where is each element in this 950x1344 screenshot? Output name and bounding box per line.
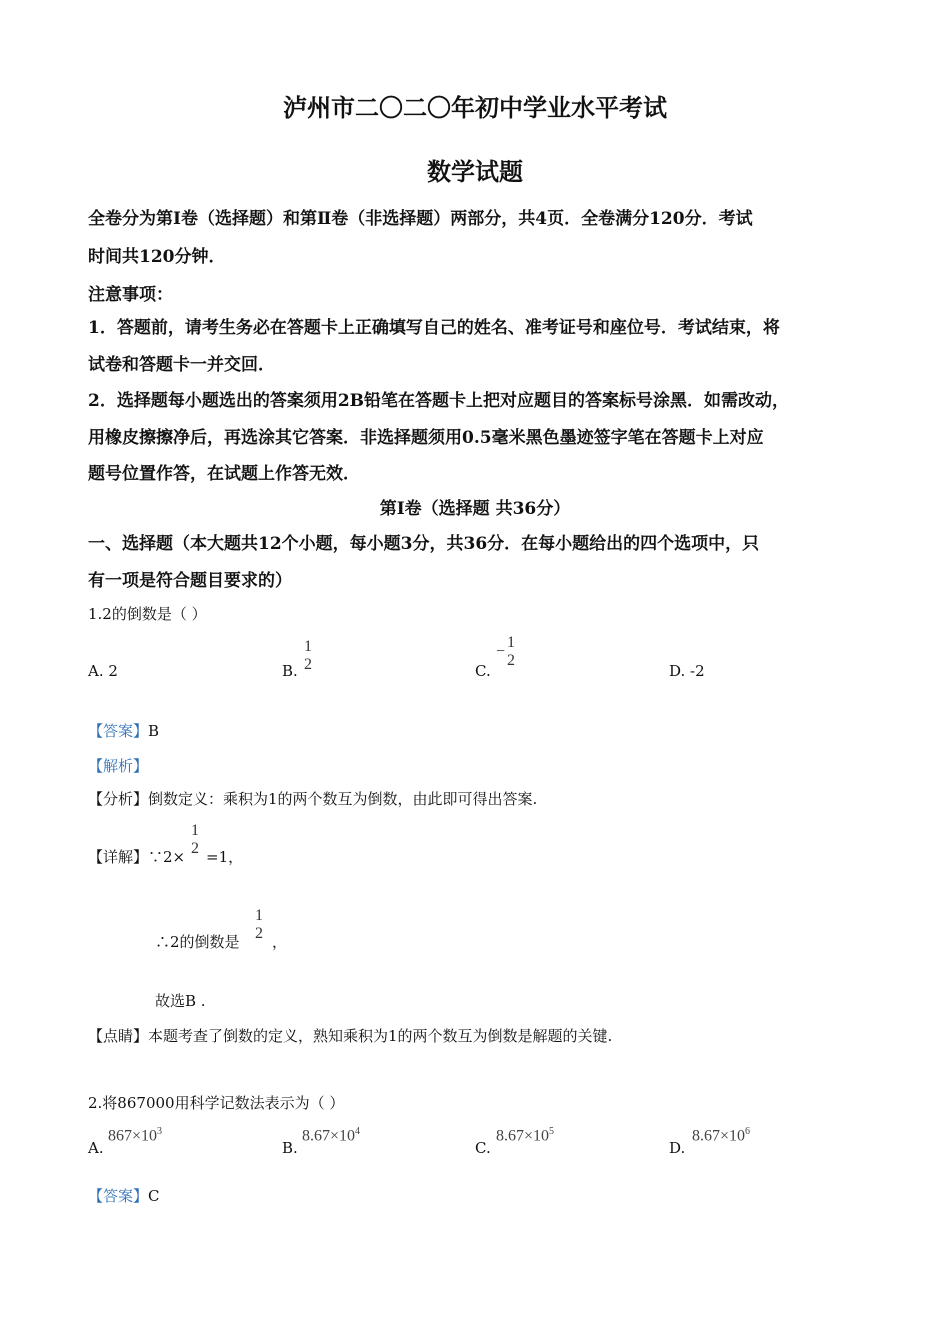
q2-option-c-base: 8.67×10 bbox=[496, 1127, 550, 1145]
q1-detail-tag: 【详解】 bbox=[88, 848, 149, 866]
q1-fenxi-text: 倒数定义：乘积为1的两个数互为倒数，由此即可得出答案. bbox=[148, 790, 538, 808]
q1-option-b-numerator: 1 bbox=[304, 638, 312, 655]
q2-answer bbox=[88, 1185, 160, 1206]
q1-analysis-tag: 【解析】 bbox=[88, 757, 149, 775]
q2-option-c-exponent: 5 bbox=[549, 1126, 555, 1137]
q1-fenxi-tag: 【分析】 bbox=[88, 790, 149, 808]
q1-answer bbox=[88, 720, 159, 741]
page-subtitle: 数学试题 bbox=[427, 157, 523, 186]
section-instruction-2: 有一项是符合题目要求的） bbox=[88, 571, 292, 591]
q2-option-d-expression bbox=[692, 1126, 750, 1145]
q2-answer-tag: 【答案】 bbox=[88, 1187, 149, 1205]
q1-option-c-label: C. bbox=[475, 662, 491, 680]
note-line-3: 2．选择题每小题选出的答案须用2B铅笔在答题卡上把对应题目的答案标号涂黑．如需改动， bbox=[88, 391, 790, 411]
notice-heading: 注意事项： bbox=[88, 285, 173, 305]
q1-stem: 1.2的倒数是（ ） bbox=[88, 605, 207, 623]
q1-answer-value: B bbox=[148, 722, 160, 740]
q1-choose: 故选B . bbox=[155, 992, 206, 1010]
q2-option-a-expression bbox=[108, 1126, 162, 1145]
q1-therefore-denominator: 2 bbox=[255, 925, 263, 942]
q1-option-c-sign: − bbox=[496, 643, 506, 660]
q1-detail bbox=[88, 846, 185, 867]
section-instruction-1: 一、选择题（本大题共12个小题，每小题3分，共36分．在每小题给出的四个选项中，只 bbox=[88, 534, 760, 554]
page-title: 泸州市二〇二〇年初中学业水平考试 bbox=[283, 93, 667, 122]
q2-option-c-expression bbox=[496, 1126, 554, 1145]
intro-line-2: 时间共120分钟． bbox=[88, 247, 226, 267]
q1-option-c bbox=[475, 662, 491, 680]
q1-therefore-fraction bbox=[253, 907, 265, 943]
intro-line-1: 全卷分为第Ⅰ卷（选择题）和第Ⅱ卷（非选择题）两部分，共4页．全卷满分120分．考试 bbox=[88, 209, 753, 229]
q2-option-a-exponent: 3 bbox=[157, 1126, 163, 1137]
q1-fenxi bbox=[88, 788, 537, 809]
q2-option-d-label: D. bbox=[669, 1139, 686, 1157]
q1-detail-pre: ∵2× bbox=[148, 848, 186, 866]
q2-option-d-exponent: 6 bbox=[745, 1126, 751, 1137]
q1-comment bbox=[88, 1025, 612, 1046]
note-line-4: 用橡皮擦擦净后，再选涂其它答案．非选择题须用0.5毫米黑色墨迹签字笔在答题卡上对应 bbox=[88, 428, 764, 448]
q1-therefore: ∴2的倒数是 bbox=[155, 933, 240, 951]
section-heading: 第Ⅰ卷（选择题 共36分） bbox=[379, 499, 571, 519]
q1-comment-tag: 【点睛】 bbox=[88, 1027, 149, 1045]
q2-option-b-base: 8.67×10 bbox=[302, 1127, 356, 1145]
q1-option-b-fraction bbox=[302, 638, 314, 674]
q1-option-a: A. 2 bbox=[88, 662, 118, 680]
q2-answer-value: C bbox=[148, 1187, 160, 1205]
q2-stem: 2.将867000用科学记数法表示为（ ） bbox=[88, 1094, 345, 1112]
q2-option-b-expression bbox=[302, 1126, 360, 1145]
q1-detail-fraction bbox=[189, 822, 201, 858]
q2-option-a-base: 867×10 bbox=[108, 1127, 158, 1145]
q1-answer-tag: 【答案】 bbox=[88, 722, 149, 740]
q2-option-b-exponent: 4 bbox=[355, 1126, 361, 1137]
q1-therefore-numerator: 1 bbox=[255, 907, 263, 924]
q1-detail-denominator: 2 bbox=[191, 840, 199, 857]
q1-option-c-fraction bbox=[496, 634, 517, 670]
q1-detail-numerator: 1 bbox=[191, 822, 199, 839]
note-line-1: 1．答题前，请考生务必在答题卡上正确填写自己的姓名、准考证号和座位号．考试结束，将 bbox=[88, 318, 780, 338]
q2-option-a-label: A. bbox=[88, 1139, 104, 1157]
q2-option-c-label: C. bbox=[475, 1139, 491, 1157]
q1-option-d: D. -2 bbox=[669, 662, 705, 680]
q1-therefore-post: ， bbox=[272, 933, 288, 951]
q1-option-c-denominator: 2 bbox=[507, 652, 516, 669]
q2-option-b-label: B. bbox=[282, 1139, 298, 1157]
q1-option-b-label: B. bbox=[282, 662, 298, 680]
q1-detail-post: =1， bbox=[206, 848, 244, 866]
q1-option-b-denominator: 2 bbox=[304, 656, 312, 673]
q1-comment-text: 本题考查了倒数的定义，熟知乘积为1的两个数互为倒数是解题的关键. bbox=[148, 1027, 613, 1045]
q1-option-b bbox=[282, 662, 298, 680]
note-line-5: 题号位置作答，在试题上作答无效． bbox=[88, 464, 360, 484]
q2-option-d-base: 8.67×10 bbox=[692, 1127, 746, 1145]
note-line-2: 试卷和答题卡一并交回． bbox=[88, 355, 275, 375]
q1-option-c-numerator: 1 bbox=[507, 634, 516, 651]
